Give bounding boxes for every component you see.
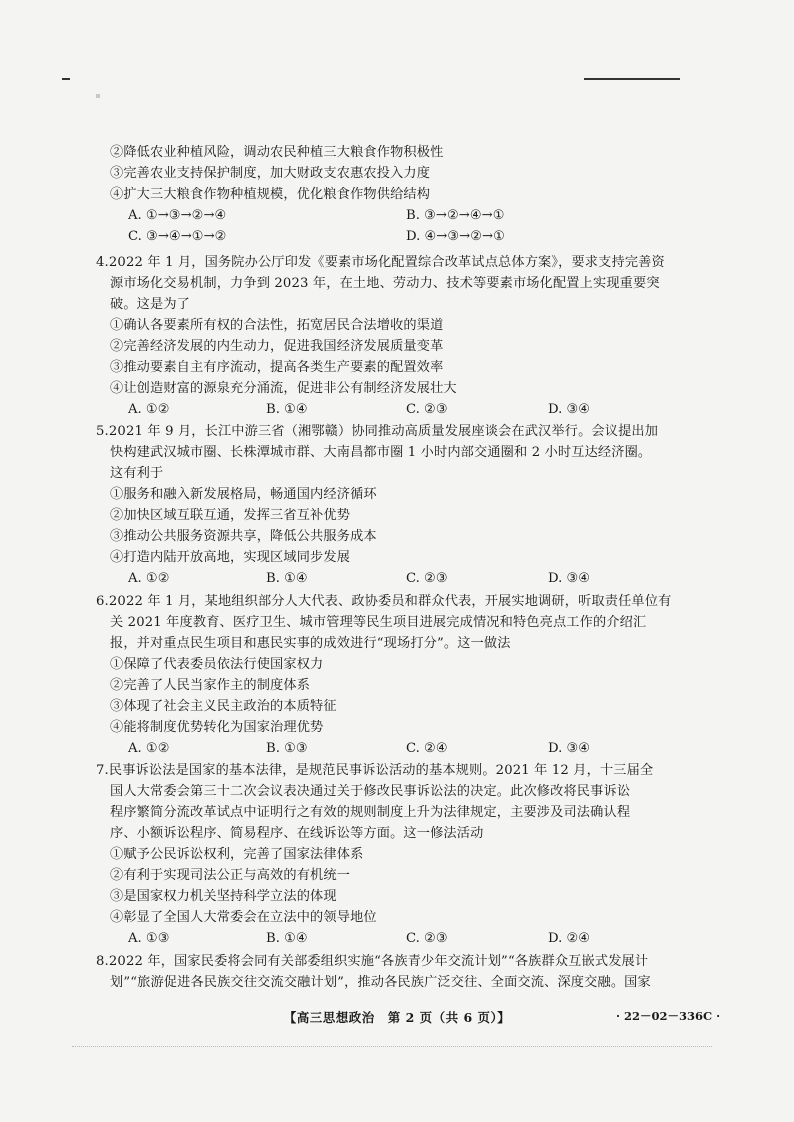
q5-item-2: ②加快区域互联互通，发挥三省互补优势 [110, 508, 351, 523]
q6-stem-line-3: 报，并对重点民生项目和惠民实事的成效进行“现场打分”。这一做法 [110, 636, 511, 651]
q5-option-c[interactable]: C. ②③ [406, 571, 448, 586]
q6-option-b[interactable]: B. ①③ [266, 741, 308, 756]
q8-stem-line-1: 8.2022 年，国家民委将会同有关部委组织实施“各族青少年交流计划”“各族群众互嵌式发展计 [96, 954, 649, 969]
q6-item-3: ③体现了社会主义民主政治的本质特征 [110, 699, 337, 714]
q4-option-d[interactable]: D. ③④ [548, 402, 591, 417]
q3-option-d[interactable]: D. ④→③→②→① [406, 229, 505, 244]
q3-option-b[interactable]: B. ③→②→④→① [406, 208, 505, 223]
q7-option-c[interactable]: C. ②③ [406, 931, 448, 946]
q7-option-b[interactable]: B. ①④ [266, 931, 308, 946]
q3-item-4: ④扩大三大粮食作物种植规模，优化粮食作物供给结构 [110, 187, 431, 202]
q5-stem-line-2: 快构建武汉城市圈、长株潭城市群、大南昌都市圈 1 小时内部交通圈和 2 小时互达经济圈。 [110, 445, 652, 460]
q4-item-4: ④让创造财富的源泉充分涌流，促进非公有制经济发展壮大 [110, 381, 457, 396]
q7-stem-line-2: 国人大常委会第三十二次会议表决通过关于修改民事诉讼法的决定。此次修改将民事诉讼 [110, 784, 631, 799]
page-footer-title: 【高三思想政治 第 2 页（共 6 页）】 [283, 1010, 511, 1025]
q3-option-a[interactable]: A. ①→③→②→④ [128, 208, 227, 223]
q5-item-1: ①服务和融入新发展格局，畅通国内经济循环 [110, 487, 377, 502]
q6-item-4: ④能将制度优势转化为国家治理优势 [110, 720, 324, 735]
paper-code: · 22－02－336C · [616, 1009, 721, 1023]
q4-stem-line-3: 破。这是为了 [110, 297, 191, 312]
q6-option-d[interactable]: D. ③④ [548, 741, 591, 756]
header-rule-left [62, 78, 70, 80]
q6-option-a[interactable]: A. ①② [128, 741, 170, 756]
q3-option-c[interactable]: C. ③→④→①→② [128, 229, 227, 244]
q5-stem-line-1: 5.2021 年 9 月，长江中游三省（湘鄂赣）协同推动高质量发展座谈会在武汉举行。会议提出加 [96, 424, 659, 439]
q4-stem-line-1: 4.2022 年 1 月，国务院办公厅印发《要素市场化配置综合改革试点总体方案》，要求支持完善资 [96, 255, 665, 270]
scan-noise-line [72, 1046, 712, 1047]
header-rule-right [584, 78, 680, 80]
q4-item-3: ③推动要素自主有序流动，提高各类生产要素的配置效率 [110, 360, 444, 375]
q6-stem-line-1: 6.2022 年 1 月，某地组织部分人大代表、政协委员和群众代表，开展实地调研，听取责任单位有 [96, 594, 672, 609]
q7-stem-line-3: 程序繁简分流改革试点中证明行之有效的规则制度上升为法律规定，主要涉及司法确认程 [110, 805, 631, 820]
q4-option-a[interactable]: A. ①② [128, 402, 170, 417]
q3-item-2: ②降低农业种植风险，调动农民种植三大粮食作物积极性 [110, 145, 444, 160]
q5-item-4: ④打造内陆开放高地，实现区域同步发展 [110, 550, 351, 565]
q7-stem-line-1: 7.民事诉讼法是国家的基本法律，是规范民事诉讼活动的基本规则。2021 年 12 月，十三届全 [96, 763, 654, 778]
q7-item-4: ④彰显了全国人大常委会在立法中的领导地位 [110, 910, 377, 925]
q4-item-2: ②完善经济发展的内生动力，促进我国经济发展质量变革 [110, 339, 444, 354]
q3-item-3: ③完善农业支持保护制度，加大财政支农惠农投入力度 [110, 166, 431, 181]
q4-item-1: ①确认各要素所有权的合法性，拓宽居民合法增收的渠道 [110, 318, 444, 333]
q6-item-1: ①保障了代表委员依法行使国家权力 [110, 657, 324, 672]
q7-option-a[interactable]: A. ①③ [128, 931, 170, 946]
q8-stem-line-2: 划”“旅游促进各民族交往交流交融计划”，推动各民族广泛交往、全面交流、深度交融。国家 [110, 975, 651, 990]
q7-stem-line-4: 序、小额诉讼程序、简易程序、在线诉讼等方面。这一修法活动 [110, 826, 484, 841]
q7-item-1: ①赋予公民诉讼权利，完善了国家法律体系 [110, 847, 364, 862]
q7-item-3: ③是国家权力机关坚持科学立法的体现 [110, 889, 337, 904]
q5-stem-line-3: 这有利于 [110, 466, 164, 481]
q5-option-a[interactable]: A. ①② [128, 571, 170, 586]
q6-item-2: ②完善了人民当家作主的制度体系 [110, 678, 311, 693]
q4-option-c[interactable]: C. ②③ [406, 402, 448, 417]
q5-item-3: ③推动公共服务资源共享，降低公共服务成本 [110, 529, 377, 544]
q6-option-c[interactable]: C. ②④ [406, 741, 448, 756]
scan-speck [96, 94, 100, 98]
q4-option-b[interactable]: B. ①④ [266, 402, 308, 417]
q6-stem-line-2: 关 2021 年度教育、医疗卫生、城市管理等民生项目进展完成情况和特色亮点工作的介绍汇 [110, 615, 647, 630]
q5-option-b[interactable]: B. ①④ [266, 571, 308, 586]
q5-option-d[interactable]: D. ③④ [548, 571, 591, 586]
q4-stem-line-2: 源市场化交易机制，力争到 2023 年，在土地、劳动力、技术等要素市场化配置上实现重要突 [110, 276, 660, 291]
q7-option-d[interactable]: D. ②④ [548, 931, 591, 946]
q7-item-2: ②有利于实现司法公正与高效的有机统一 [110, 868, 351, 883]
